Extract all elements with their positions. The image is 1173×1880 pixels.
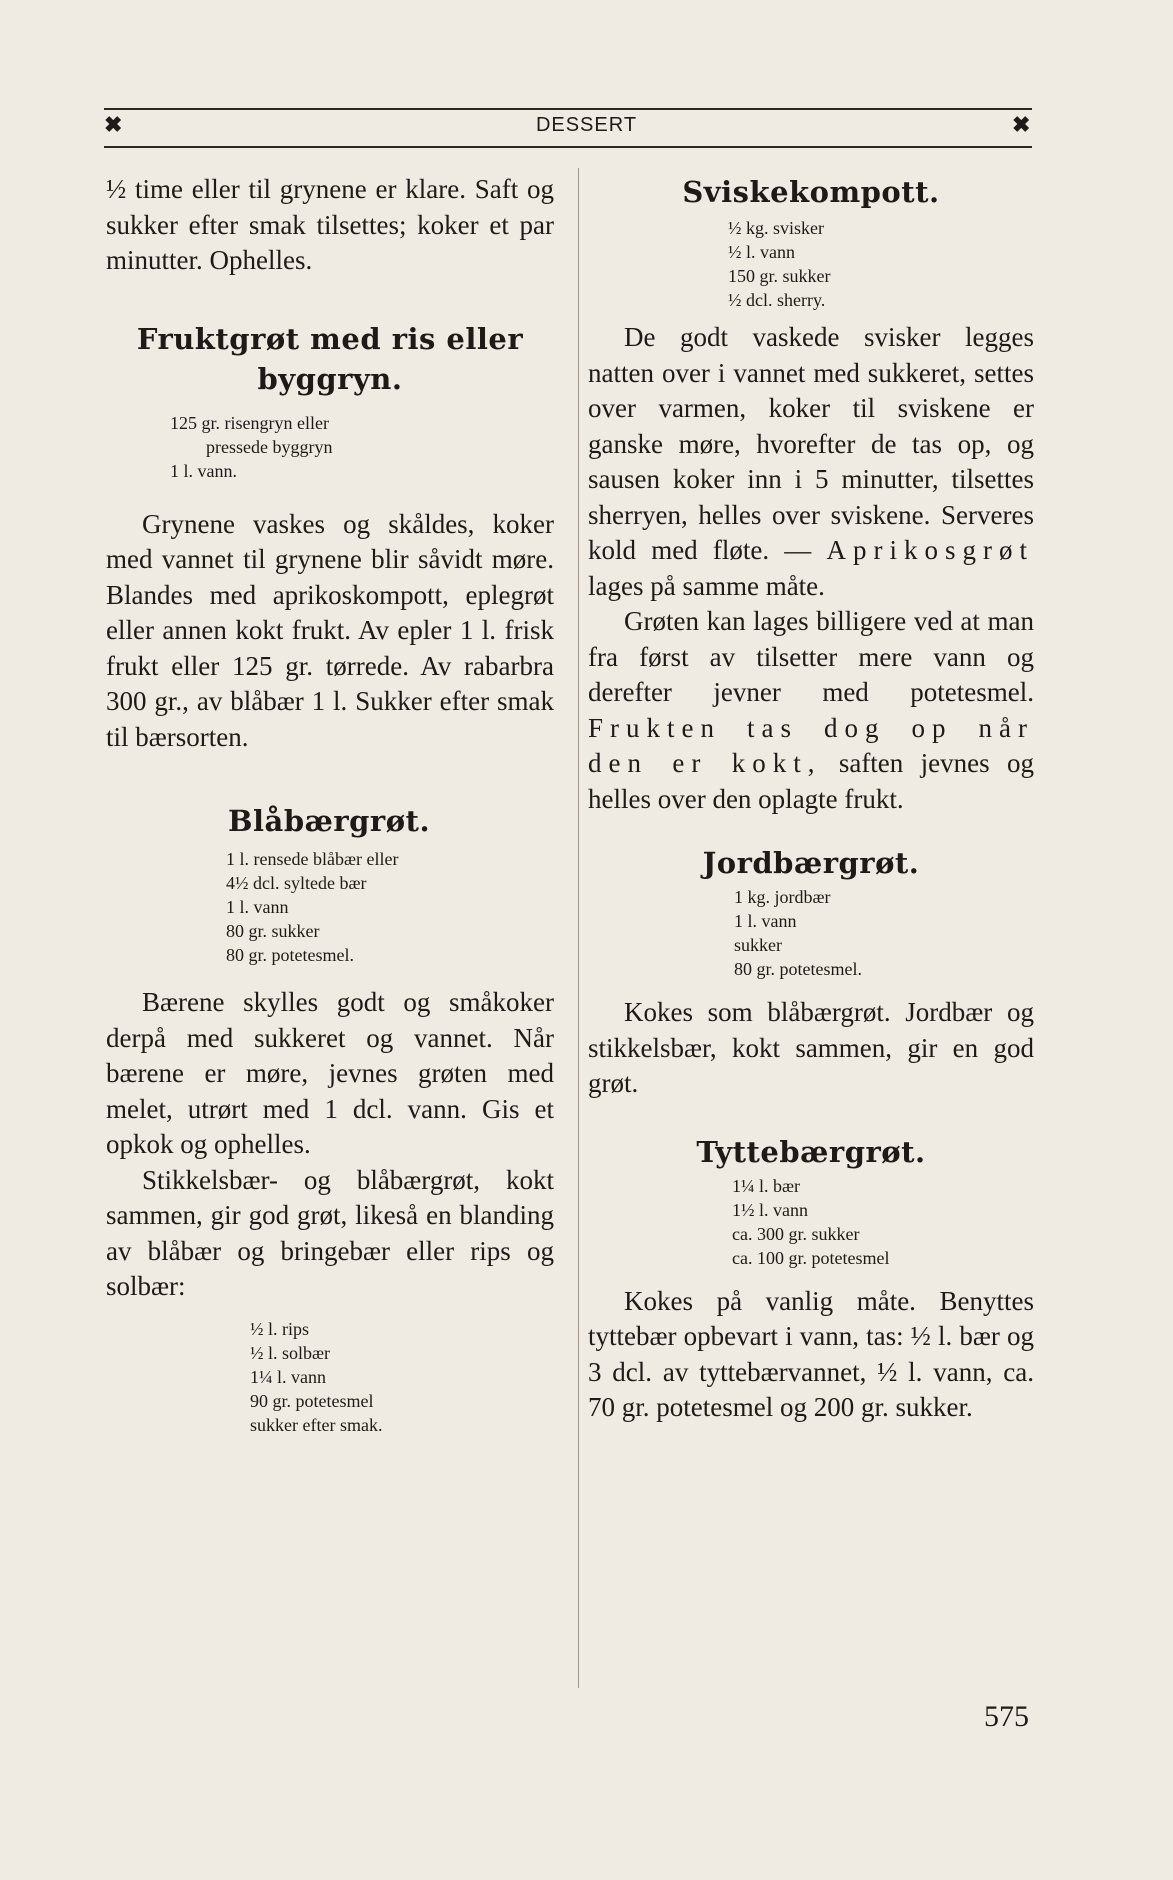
recipe-text-tyttebaergrot: Kokes på vanlig måte. Benyttes tyttebær opbevart i vann, tas: ½ l. bær og 3 dcl. av tyttebærvannet, ½ l. vann, ca. 70 gr. potetesmel og 200 gr. sukker. — [588, 1285, 1034, 1422]
ingredient-item: 1½ l. vann — [732, 1199, 808, 1220]
ingredient-item: 1 l. rensede blåbær eller — [226, 849, 399, 869]
sviskekompott-text-part2-end: saften jevnes og helles over den oplagte frukt. — [588, 748, 1035, 814]
sviskekompott-text-part1-end: lages på samme måte. — [588, 570, 825, 601]
intro-paragraph: ½ time eller til grynene er klare. Saft og sukker efter smak tilsettes; koker et par minutter. Ophelles. — [106, 174, 554, 275]
ingredient-list-fruktgrot — [170, 411, 554, 483]
ingredient-item: 1 l. vann — [734, 911, 797, 931]
ingredient-list-tyttebaergrot — [732, 1174, 1034, 1270]
recipe-title-sviskekompott: Sviskekompott. — [682, 175, 940, 209]
ingredient-item: 1¼ l. bær — [732, 1175, 801, 1196]
ingredient-item: 1¼ l. vann — [250, 1366, 326, 1387]
ingredient-item: ½ dcl. sherry. — [728, 290, 826, 310]
ingredient-item: 1 l. vann — [226, 897, 289, 917]
ingredient-item: sukker efter smak. — [250, 1414, 383, 1435]
ingredient-list-blabaergrot — [226, 847, 554, 967]
ingredient-list-sviskekompott — [728, 216, 1034, 312]
ingredient-item: 150 gr. sukker — [728, 266, 831, 286]
ingredient-item: 90 gr. potetesmel — [250, 1390, 374, 1411]
sviskekompott-text-part2: Grøten kan lages billigere ved at man fra først av tilsetter mere vann og derefter jevner med potetesmel. — [588, 606, 1034, 707]
recipe-title-fruktgrot: Fruktgrøt med ris eller — [136, 321, 524, 356]
recipe-title-fruktgrot-line2: byggryn. — [257, 361, 403, 396]
recipe-title-blabaergrot: Blåbærgrøt. — [228, 804, 431, 838]
ingredient-item: 1 kg. jordbær — [734, 887, 831, 907]
ingredient-item: 4½ dcl. syltede bær — [226, 873, 367, 893]
header-top-rule — [104, 108, 1032, 110]
ingredient-item: ca. 100 gr. potetesmel — [732, 1247, 890, 1268]
ingredient-item: pressede byggryn — [206, 436, 333, 457]
recipe-text-blabaergrot: Bærene skylles godt og småkoker derpå med sukkeret og vannet. Når bærene er møre, jevnes grøten med melet, utrørt med 1 dcl. vann. Gis et opkok og ophelles. — [106, 987, 554, 1159]
recipe-title-jordbaergrot: Jordbærgrøt. — [702, 846, 920, 880]
recipe-text-sviskekompott-variant — [588, 604, 1034, 817]
recipe-text-fruktgrot: Grynene vaskes og skåldes, koker med vannet til grynene blir såvidt møre. Blandes med aprikoskompott, eplegrøt eller annen kokt frukt. Av epler 1 l. frisk frukt eller 125 gr. tørrede. Av rabarbra 300 gr., av blåbær 1 l. Sukker efter smak til bærsorten. — [106, 508, 554, 752]
ingredient-item: sukker — [734, 935, 782, 955]
column-divider — [578, 168, 579, 1688]
ingredient-item: ½ l. rips — [250, 1318, 310, 1339]
ingredient-item: 80 gr. potetesmel. — [226, 945, 354, 965]
header-ornament-left-icon: ✖ — [104, 112, 123, 138]
ingredient-item: ½ l. solbær — [250, 1342, 331, 1363]
ingredient-item: 125 gr. risengryn eller — [170, 412, 329, 433]
recipe-text-sviskekompott — [588, 320, 1034, 604]
recipe-text-blabaergrot-variant: Stikkelsbær- og blåbærgrøt, kokt sammen, gir god grøt, likeså en blanding av blåbær og bringebær eller rips og solbær: — [106, 1164, 554, 1301]
ingredient-item: ½ l. vann — [728, 242, 795, 262]
header-bottom-rule — [104, 146, 1032, 148]
ingredient-list-jordbaergrot — [734, 885, 1034, 981]
sviskekompott-text-part1: De godt vaskede svisker legges natten over i vannet med sukkeret, settes over varmen, koker til sviskene er ganske møre, hvorefter de tas op, og sausen koker inn i 5 minutter, tilsettes sherryen, helles over sviskene. Serveres kold med fløte. — — [588, 322, 1034, 565]
header-ornament-right-icon: ✖ — [1012, 112, 1031, 138]
ingredient-list-rips-solbaer — [250, 1317, 554, 1437]
ingredient-item: 80 gr. sukker — [226, 921, 320, 941]
recipe-title-tyttebaergrot: Tyttebærgrøt. — [696, 1134, 926, 1169]
running-header: DESSERT — [535, 114, 638, 136]
right-column — [588, 172, 1034, 1426]
ingredient-item: ca. 300 gr. sukker — [732, 1223, 860, 1244]
page-number: 575 — [984, 1700, 1029, 1733]
sviskekompott-spaced-text: Frukten tas dog op når den er kokt, — [588, 712, 1034, 778]
recipe-text-jordbaergrot: Kokes som blåbærgrøt. Jordbær og stikkelsbær, kokt sammen, gir en god grøt. — [588, 997, 1034, 1098]
ingredient-item: ½ kg. svisker — [728, 218, 824, 238]
left-column — [106, 172, 554, 1437]
ingredient-item: 1 l. vann. — [170, 460, 237, 481]
aprikosgrot-spaced-word: Aprikosgrøt — [826, 535, 1035, 565]
ingredient-item: 80 gr. potetesmel. — [734, 959, 862, 979]
